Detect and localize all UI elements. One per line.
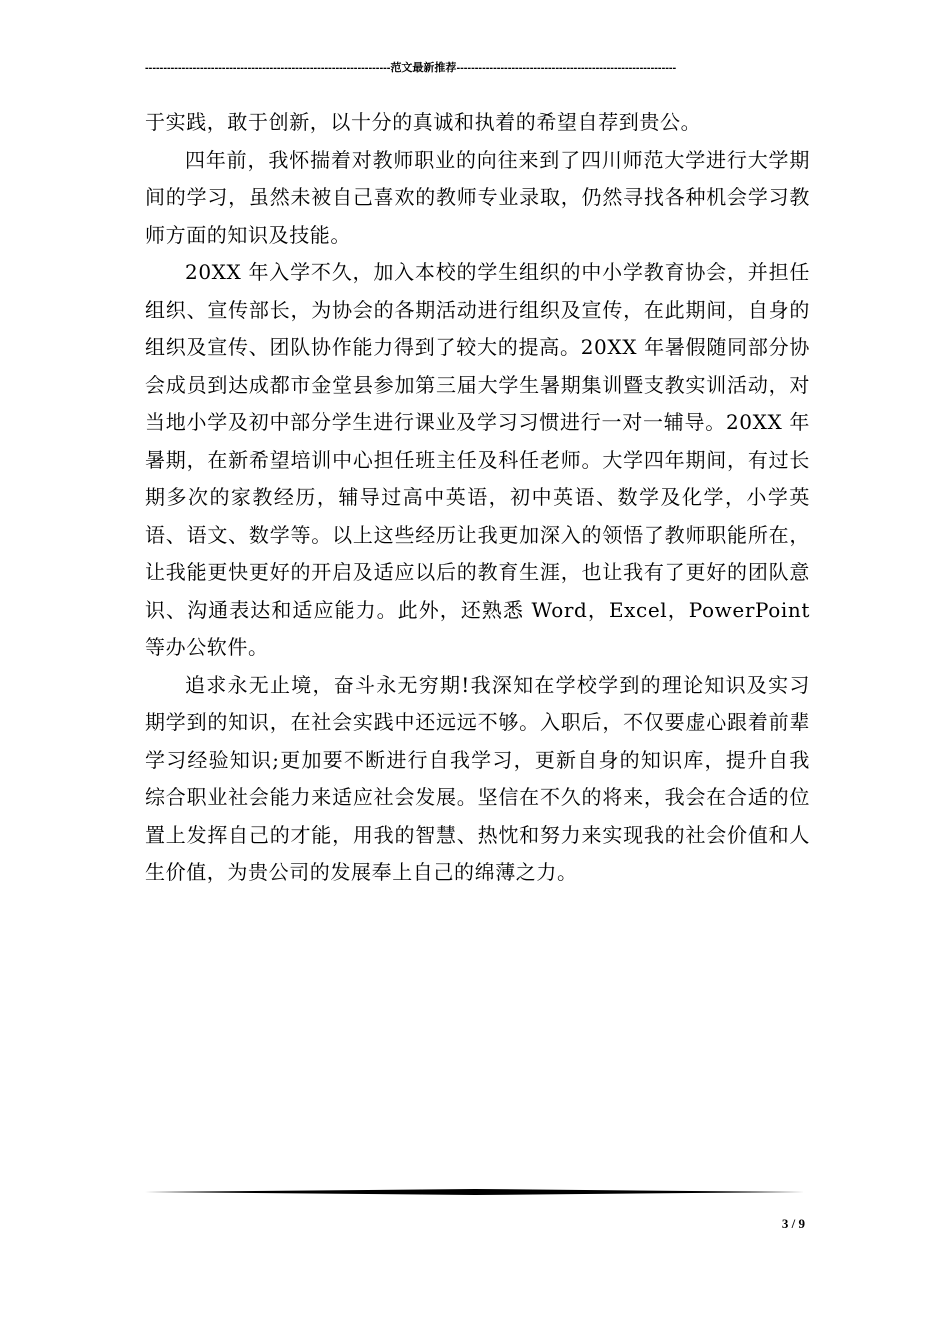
paragraph-1: 于实践，敢于创新，以十分的真诚和执着的希望自荐到贵公。 [145,110,702,134]
paragraph-2: 四年前，我怀揣着对教师职业的向往来到了四川师范大学进行大学期间的学习，虽然未被自己喜欢的教师专业录取，仍然寻找各种机会学习教师方面的知识及技能。 [145,147,810,247]
paragraph-3: 20XX 年入学不久，加入本校的学生组织的中小学教育协会，并担任组织、宣传部长，为协会的各期活动进行组织及宣传，在此期间，自身的组织及宣传、团队协作能力得到了较大的提高。20XX 年暑假随同部分协会成员到达成都市金堂县参加第三届大学生暑期集训暨支教实训活动，对当地小学及初中部分学生进行课业及学习习惯进行一对一辅导。20XX 年暑期，在新希望培训中心担任班主任及科任老师。大学四年期间，有过长期多次的家教经历，辅导过高中英语，初中英语、数学及化学，小学英语、语文、数学等。以上这些经历让我更加深入的领悟了教师职能所在，让我能更快更好的开启及适应以后的教育生涯，也让我有了更好的团队意识、沟通表达和适应能力。此外，还熟悉 Word，Excel，PowerPoint 等办公软件。 [145,260,810,659]
document-body [145,104,810,892]
footer-divider [145,1188,805,1196]
header-dashes-left: ------------------------------------------------------------------- [145,62,391,74]
header-dashes-right: ------------------------------------------------------------ [456,62,677,74]
page-header [145,60,805,76]
page-number: 3 / 9 [781,1216,805,1231]
header-title: 范文最新推荐 [390,62,457,74]
paragraph-4: 追求永无止境，奋斗永无穷期!我深知在学校学到的理论知识及实习期学到的知识，在社会实践中还远远不够。入职后，不仅要虚心跟着前辈学习经验知识;更加要不断进行自我学习，更新自身的知识库，提升自我综合职业社会能力来适应社会发展。坚信在不久的将来，我会在合适的位置上发挥自己的才能，用我的智慧、热忱和努力来实现我的社会价值和人生价值，为贵公司的发展奉上自己的绵薄之力。 [145,672,811,884]
